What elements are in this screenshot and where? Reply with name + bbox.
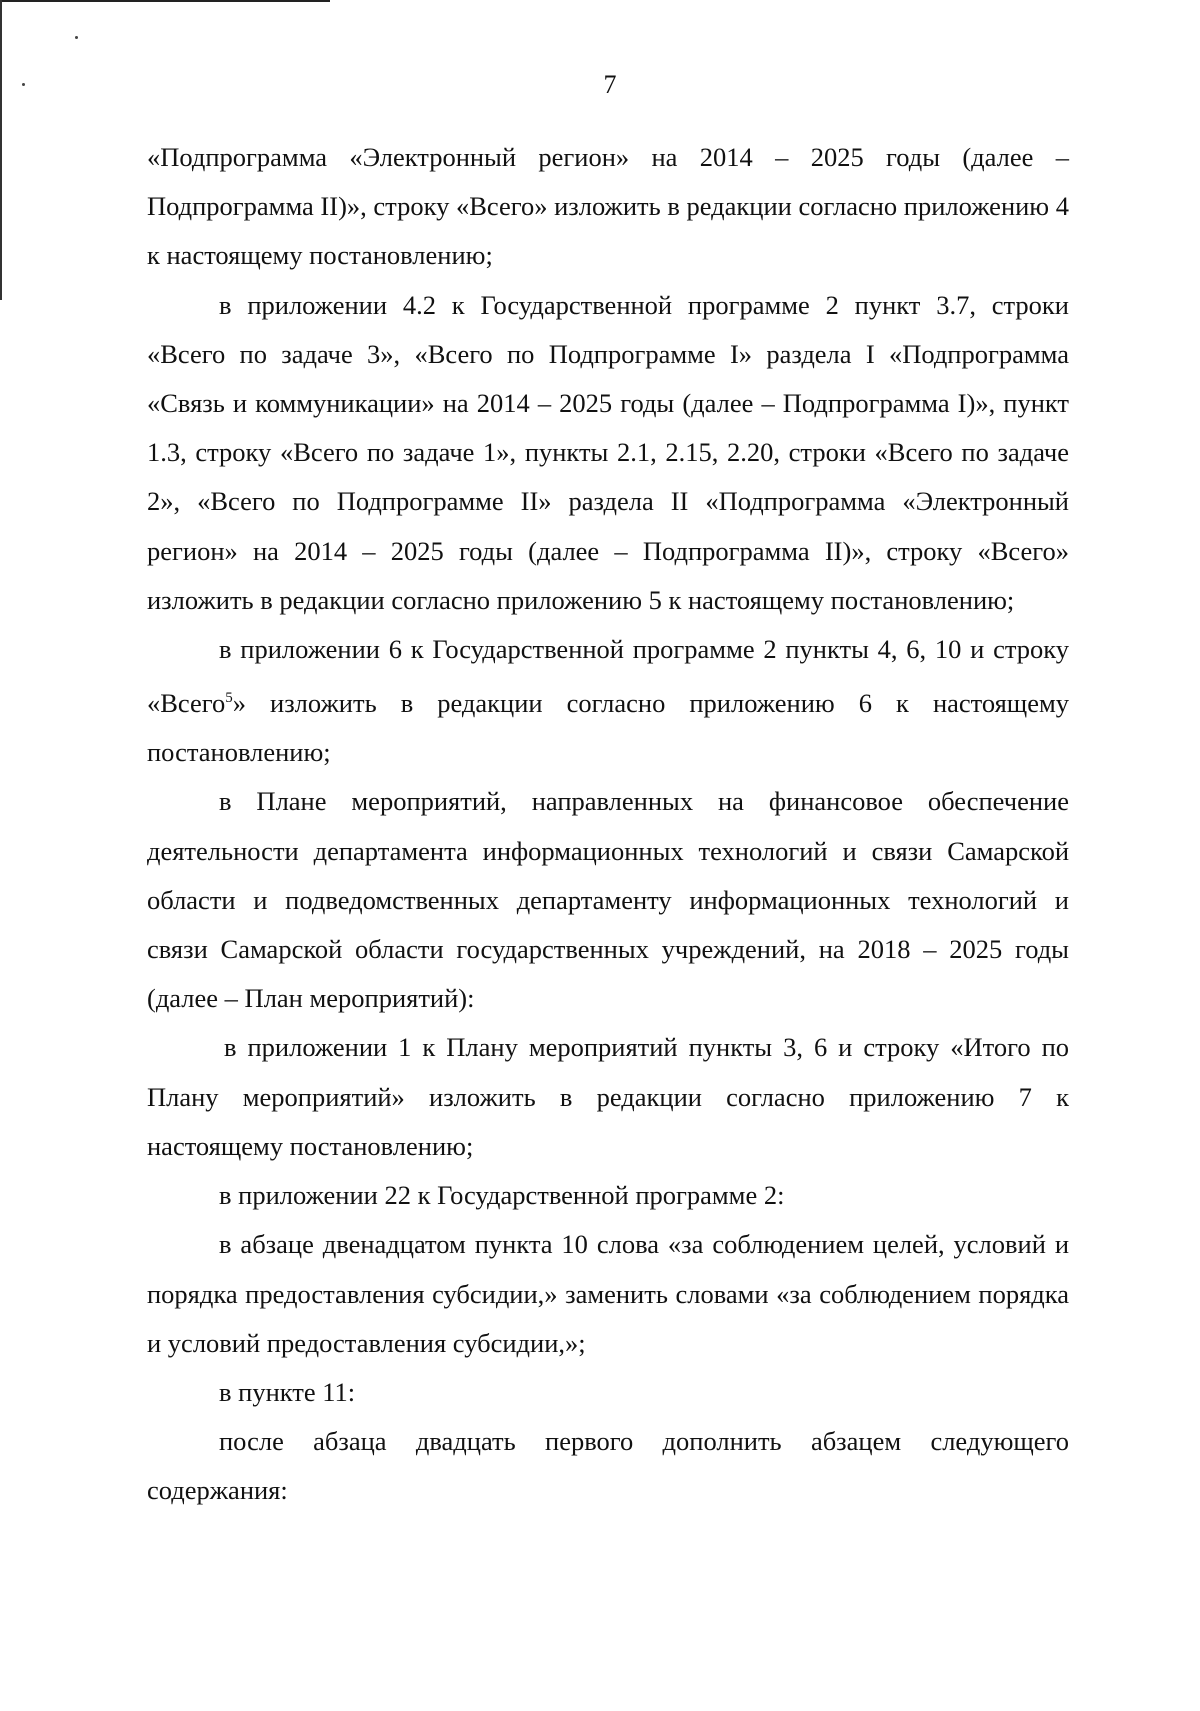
paragraph: после абзаца двадцать первого дополнить абзацем следующего содержания:	[147, 1426, 1069, 1506]
page-number: 7	[603, 70, 617, 99]
document-body	[147, 133, 1069, 1516]
paragraph	[147, 625, 1069, 777]
paragraph: «Подпрограмма «Электронный регион» на 2014 – 2025 годы (далее – Подпрограмма II)», строку «Всего» изложить в редакции согласно приложению 4 к настоящему постановлению;	[147, 142, 1069, 271]
paragraph: в приложении 4.2 к Государственной программе 2 пункт 3.7, строки «Всего по задаче 3», «Всего по Подпрограмме I» раздела I «Подпрограмма «Связь и коммуникации» на 2014 – 2025 годы (далее – Подпрограмма I)», пункт 1.3, строку «Всего по задаче 1», пункты 2.1, 2.15, 2.20, строки «Всего по задаче 2», «Всего по Подпрограмме II» раздела II «Подпрограмма «Электронный регион» на 2014 – 2025 годы (далее – Подпрограмма II)», строку «Всего» изложить в редакции согласно приложению 5 к настоящему постановлению;	[147, 289, 1069, 615]
scan-edge-left	[0, 0, 2, 300]
paragraph-text: в приложении 6 к Государственной программе 2 пункты 4, 6, 10 и строку «Всего	[147, 634, 1069, 719]
scan-edge-top	[0, 0, 330, 2]
footnote-marker: 5	[225, 690, 233, 707]
paragraph: в приложении 1 к Плану мероприятий пункты 3, 6 и строку «Итого по Плану мероприятий» изложить в редакции согласно приложению 7 к настоящему постановлению;	[147, 1032, 1069, 1161]
paragraph: в абзаце двенадцатом пункта 10 слова «за соблюдением целей, условий и порядка предоставления субсидии,» заменить словами «за соблюдением порядка и условий предоставления субсидии,»;	[147, 1229, 1069, 1358]
paragraph-text: » изложить в редакции согласно приложению 6 к настоящему постановлению;	[147, 688, 1069, 768]
scan-speck	[75, 36, 78, 39]
paragraph: в Плане мероприятий, направленных на финансовое обеспечение деятельности департамента информационных технологий и связи Самарской области и подведомственных департаменту информационных технологий и связи Самарской области государственных учреждений, на 2018 – 2025 годы (далее – План мероприятий):	[147, 786, 1069, 1014]
paragraph: в пункте 11:	[219, 1376, 356, 1407]
paragraph: в приложении 22 к Государственной программе 2:	[219, 1180, 785, 1211]
